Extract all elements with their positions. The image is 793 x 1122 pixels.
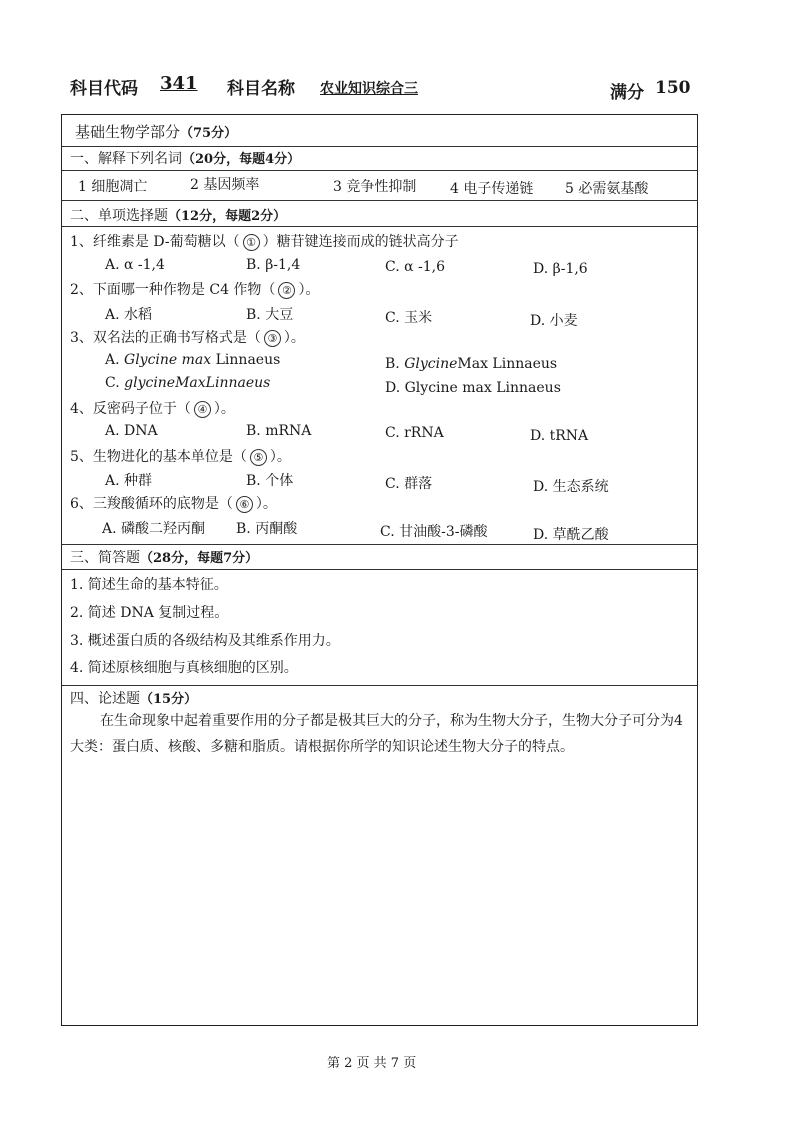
answer-blank-2 [275, 282, 298, 299]
question-1-text: 1、纤维素是 D-葡萄糖以（ [70, 234, 240, 250]
option-b: B. 丙酮酸 [236, 521, 298, 537]
question-5-text: 5、生物进化的基本单位是（ [70, 449, 247, 465]
full-score: 150 [655, 78, 691, 98]
term-2: 2 基因频率 [190, 177, 260, 193]
question-4-text: 4、反密码子位于（ [70, 401, 191, 417]
circled-number: ④ [194, 401, 211, 418]
question-1-text-end: ）糖苷键连接而成的链状高分子 [262, 234, 459, 250]
option-d: D. 小麦 [530, 313, 578, 329]
option-c [105, 375, 270, 391]
option-d: D. Glycine max Linnaeus [385, 380, 561, 396]
option-b-rest: Max Linnaeus [457, 356, 558, 372]
question-6 [70, 493, 277, 513]
question-3 [70, 327, 305, 347]
section-2-heading [70, 205, 286, 225]
option-b: B. β-1,4 [246, 257, 301, 273]
divider [62, 146, 698, 147]
question-2-text-end: ）。 [298, 282, 320, 298]
short-answer-3: 3. 概述蛋白质的各级结构及其维系作用力。 [70, 633, 340, 649]
subject-name: 农业知识综合三 [320, 81, 418, 97]
question-4-text-end: ）。 [213, 401, 235, 417]
subject-code: 341 [160, 73, 198, 94]
option-b: B. 大豆 [246, 307, 294, 323]
section-4-title: 四、论述题 [70, 691, 140, 707]
subject-code-label: 科目代码 [70, 79, 138, 99]
answer-blank-4 [191, 401, 214, 418]
page-number: 第 2 页 共 7 页 [327, 1056, 417, 1071]
divider [62, 685, 698, 686]
section-4-heading [70, 688, 197, 708]
answer-blank-5 [247, 449, 270, 466]
short-answer-1: 1. 简述生命的基本特征。 [70, 577, 228, 593]
divider [62, 200, 698, 201]
short-answer-4: 4. 简述原核细胞与真核细胞的区别。 [70, 660, 298, 676]
part-points: （75分） [180, 126, 238, 141]
section-2-title: 二、单项选择题 [70, 208, 168, 224]
option-a: A. DNA [105, 423, 158, 439]
question-3-text-end: ）。 [283, 330, 305, 346]
question-6-text-end: ）。 [255, 496, 277, 512]
option-a: A. 水稻 [105, 307, 153, 323]
question-3-text: 3、双名法的正确书写格式是（ [70, 330, 261, 346]
option-a: A. α -1,4 [105, 257, 165, 273]
section-3-points: （28分，每题7分） [140, 551, 259, 566]
question-2 [70, 279, 319, 299]
option-d: D. β-1,6 [533, 261, 588, 277]
option-b [385, 356, 557, 372]
section-1-title: 一、解释下列名词 [70, 151, 182, 167]
question-1 [70, 231, 459, 251]
answer-blank-1 [240, 234, 263, 251]
term-4: 4 电子传递链 [450, 181, 534, 197]
option-a: A. 种群 [105, 473, 153, 489]
option-a-rest: Linnaeus [211, 352, 281, 368]
option-a-italic: Glycine max [124, 352, 212, 368]
option-b: B. mRNA [246, 423, 312, 439]
full-score-label: 满分 [610, 83, 644, 103]
circled-number: ⑤ [250, 449, 267, 466]
circled-number: ③ [264, 330, 281, 347]
question-4 [70, 398, 235, 418]
option-d: D. 生态系统 [533, 479, 609, 495]
section-4-points: （15分） [140, 692, 198, 707]
question-6-text: 6、三羧酸循环的底物是（ [70, 496, 233, 512]
part-title-text: 基础生物学部分 [75, 123, 181, 141]
section-1-heading [70, 148, 300, 168]
short-answer-2: 2. 简述 DNA 复制过程。 [70, 605, 229, 621]
question-5-text-end: ）。 [269, 449, 291, 465]
option-c-letter: C. [105, 375, 125, 391]
answer-blank-6 [233, 496, 256, 513]
option-c: C. 玉米 [385, 310, 433, 326]
option-a [105, 352, 280, 368]
term-5: 5 必需氨基酸 [565, 181, 649, 197]
option-c: C. 甘油酸-3-磷酸 [380, 524, 488, 540]
option-d: D. tRNA [530, 428, 589, 444]
option-c-italic: glycineMaxLinnaeus [124, 375, 271, 391]
option-c: C. 群落 [385, 476, 433, 492]
question-2-text: 2、下面哪一种作物是 C4 作物（ [70, 282, 276, 298]
answer-blank-3 [261, 330, 284, 347]
option-a-letter: A. [105, 352, 125, 368]
essay-question: 在生命现象中起着重要作用的分子都是极其巨大的分子，称为生物大分子，生物大分子可分为4大类：蛋白质、核酸、多糖和脂质。请根据你所学的知识论述生物大分子的特点。 [70, 713, 683, 755]
subject-name-label: 科目名称 [227, 79, 295, 99]
option-a: A. 磷酸二羟丙酮 [102, 521, 206, 537]
question-5 [70, 446, 291, 466]
divider [62, 170, 698, 171]
section-3-heading [70, 547, 258, 567]
option-c: C. rRNA [385, 425, 444, 441]
part-title [75, 121, 237, 142]
option-b: B. 个体 [246, 473, 294, 489]
circled-number: ② [278, 282, 295, 299]
circled-number: ① [243, 234, 260, 251]
divider [62, 569, 698, 570]
option-b-letter: B. [385, 356, 405, 372]
option-b-italic: Glycine [404, 356, 458, 372]
section-2-points: （12分，每题2分） [168, 209, 287, 224]
section-3-title: 三、简答题 [70, 550, 140, 566]
term-1: 1 细胞凋亡 [78, 179, 148, 195]
option-d: D. 草酰乙酸 [533, 527, 609, 543]
option-c: C. α -1,6 [385, 259, 446, 275]
divider [62, 226, 698, 227]
term-3: 3 竞争性抑制 [333, 179, 417, 195]
divider [62, 544, 698, 545]
section-1-points: （20分，每题4分） [182, 152, 301, 167]
circled-number: ⑥ [236, 496, 253, 513]
